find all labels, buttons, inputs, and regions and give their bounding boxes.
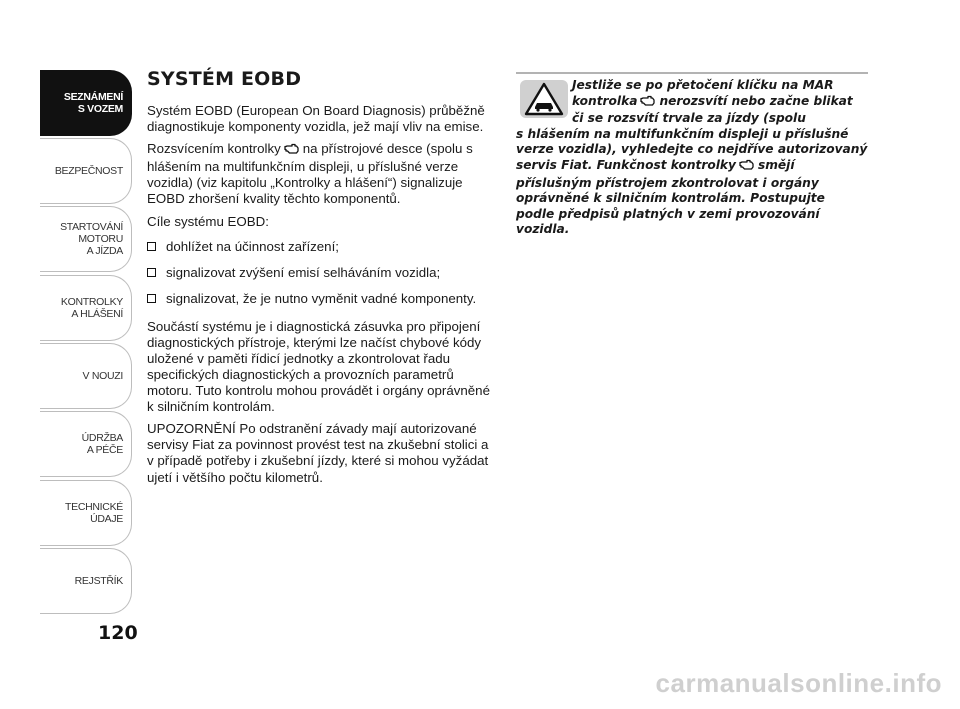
engine-check-icon: [284, 143, 300, 159]
list-item: [147, 265, 497, 281]
checkbox-bullet-icon: [147, 294, 156, 303]
warning-line: příslušným přístrojem zkontrolovat i orgány: [516, 175, 819, 190]
activation-text-after: na přístrojové desce (spolu s hlášením na multifunkčním displeji, u příslušné verze vozidla) (viz kapitolu „Kontrolky a hlášení“) signalizuje EOBD zhoršení kvality těchto komponentů.: [147, 141, 473, 207]
tab-label: TECHNICKÉ ÚDAJE: [65, 501, 123, 525]
warning-line: s hlášením na multifunkčním displeji u příslušné: [516, 126, 849, 141]
activation-paragraph: [147, 141, 497, 207]
page-number: 120: [98, 622, 138, 644]
tab-udrzba-a-pece[interactable]: [40, 411, 132, 477]
list-item-text: signalizovat zvýšení emisí selháváním vozidla;: [166, 264, 441, 280]
tab-label: STARTOVÁNÍ MOTORU A JÍZDA: [60, 221, 123, 257]
tab-label: REJSTŘÍK: [74, 575, 123, 587]
list-item-text: signalizovat, že je nutno vyměnit vadné komponenty.: [166, 290, 477, 306]
warning-line-text: nerozsvítí nebo začne blikat: [659, 93, 853, 108]
tab-bezpecnost[interactable]: [40, 138, 132, 204]
list-item-text: dohlížet na účinnost zařízení;: [166, 238, 339, 254]
tab-kontrolky-a-hlaseni[interactable]: [40, 275, 132, 341]
warning-line: verze vozidla), vyhledejte co nejdříve autorizovaný: [516, 142, 868, 157]
warning-line: oprávněné k silničním kontrolám. Postupujte: [516, 191, 825, 206]
warning-line-text: servis Fiat. Funkčnost kontrolky: [516, 157, 736, 172]
tab-label: SEZNÁMENÍ S VOZEM: [63, 91, 123, 115]
list-item: [147, 239, 497, 255]
tab-label: V NOUZI: [82, 370, 123, 382]
upozorneni-paragraph: UPOZORNĚNÍ Po odstranění závady mají autorizované servisy Fiat za povinnost provést test na zkušební stolici a v případě potřeby i zkušební jízdy, které si mohou vyžádat ujetí i většího počtu kilometrů.: [147, 421, 489, 485]
warning-line: [516, 94, 868, 112]
activation-text-before: Rozsvícením kontrolky: [147, 141, 281, 157]
engine-check-icon: [739, 159, 755, 176]
tab-seznameni-s-vozem[interactable]: [40, 70, 132, 136]
tab-technicke-udaje[interactable]: [40, 480, 132, 546]
tab-label: ÚDRŽBA A PÉČE: [81, 432, 123, 456]
intro-paragraph: Systém EOBD (European On Board Diagnosis) průběžně diagnostikuje komponenty vozidla, jež mají vliv na emise.: [147, 103, 485, 135]
engine-check-icon: [640, 95, 656, 112]
tab-v-nouzi[interactable]: [40, 343, 132, 409]
warning-line: Jestliže se po přetočení klíčku na MAR: [572, 78, 834, 92]
goals-heading: Cíle systému EOBD:: [147, 213, 269, 229]
socket-paragraph: Součástí systému je i diagnostická zásuvka pro připojení diagnostických přístroje, kterými lze načíst chybové kódy uložené v paměti řídicí jednotky a zkontrolovat řadu specifických diagnostických a provozních parametrů motoru. Tuto kontrolu mohou provádět i orgány oprávněné k silničním kontrolám.: [147, 318, 490, 415]
warning-line-text: smějí: [757, 157, 795, 172]
tab-rejstrik[interactable]: [40, 548, 132, 614]
section-title: SYSTÉM EOBD: [147, 68, 302, 90]
tab-startovani-motoru[interactable]: [40, 206, 132, 272]
warning-text: [516, 78, 868, 238]
tab-label: KONTROLKY A HLÁŠENÍ: [60, 296, 123, 320]
main-column: [147, 68, 497, 492]
tab-label: BEZPEČNOST: [54, 165, 123, 177]
warning-line-text: kontrolka: [572, 93, 638, 108]
list-item: [147, 291, 497, 307]
warning-line: podle předpisů platných v zemi provozování: [516, 206, 820, 221]
warning-line: [516, 158, 868, 176]
warning-line: vozidla.: [516, 222, 570, 237]
warning-divider: [516, 72, 868, 74]
warning-line: či se rozsvítí trvale za jízdy (spolu: [572, 111, 806, 126]
checkbox-bullet-icon: [147, 242, 156, 251]
watermark: carmanualsonline.info: [655, 668, 942, 698]
checkbox-bullet-icon: [147, 268, 156, 277]
